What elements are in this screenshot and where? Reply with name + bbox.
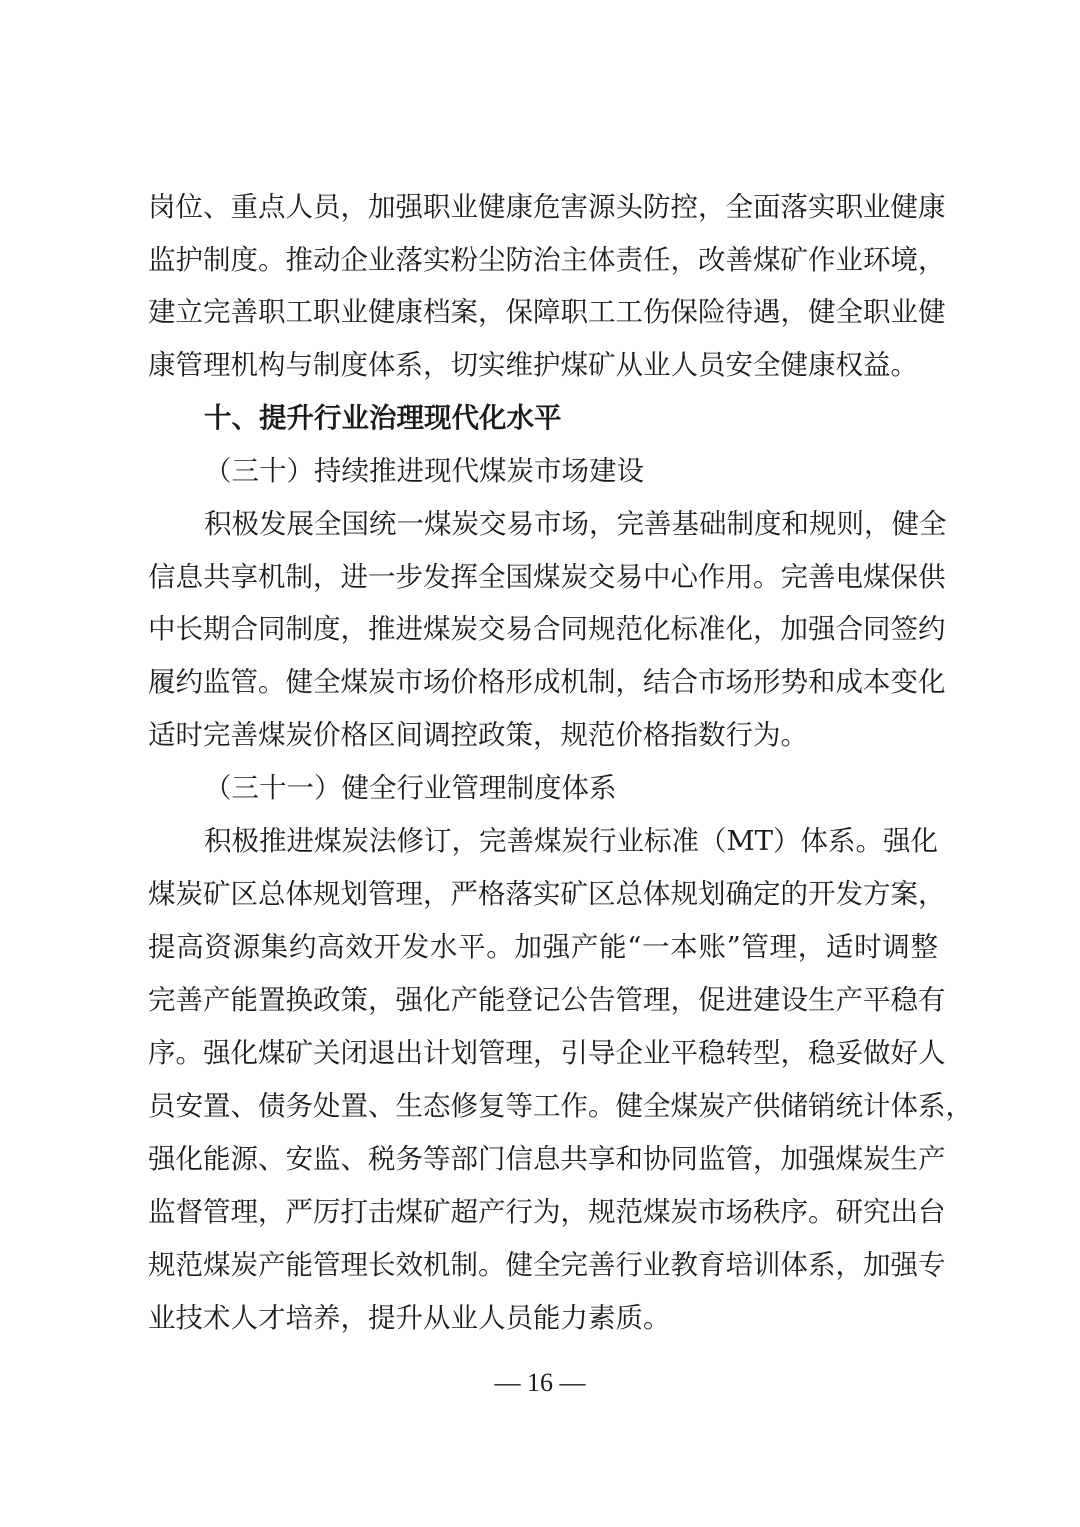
subsection-heading: （三十）持续推进现代煤炭市场建设 (204, 455, 644, 487)
paragraph-line: 监督管理，严厉打击煤矿超产行为，规范煤炭市场秩序。研究出台 (148, 1196, 946, 1228)
subsection-heading: （三十一）健全行业管理制度体系 (204, 772, 617, 804)
paragraph-line: 员安置、债务处置、生态修复等工作。健全煤炭产供储销统计体系， (148, 1090, 973, 1122)
paragraph-line: 适时完善煤炭价格区间调控政策，规范价格指数行为。 (148, 719, 808, 751)
paragraph-line: 建立完善职工职业健康档案，保障职工工伤保险待遇，健全职业健 (148, 296, 946, 328)
paragraph-line: 提高资源集约高效开发水平。加强产能“一本账”管理，适时调整 (148, 931, 938, 963)
paragraph-line: 中长期合同制度，推进煤炭交易合同规范化标准化，加强合同签约 (148, 613, 946, 645)
paragraph-line: 序。强化煤矿关闭退出计划管理，引导企业平稳转型，稳妥做好人 (148, 1037, 946, 1069)
paragraph-line: 监护制度。推动企业落实粉尘防治主体责任，改善煤矿作业环境， (148, 244, 946, 276)
paragraph-line: 信息共享机制，进一步发挥全国煤炭交易中心作用。完善电煤保供 (148, 561, 946, 593)
paragraph-line: 岗位、重点人员，加强职业健康危害源头防控，全面落实职业健康 (148, 191, 946, 223)
section-heading: 十、提升行业治理现代化水平 (204, 402, 562, 434)
paragraph-line: 康管理机构与制度体系，切实维护煤矿从业人员安全健康权益。 (148, 349, 918, 381)
paragraph-line: 煤炭矿区总体规划管理，严格落实矿区总体规划确定的开发方案， (148, 878, 946, 910)
paragraph-line: 完善产能置换政策，强化产能登记公告管理，促进建设生产平稳有 (148, 984, 946, 1016)
paragraph-line: 积极发展全国统一煤炭交易市场，完善基础制度和规则，健全 (204, 508, 947, 540)
paragraph-line: 履约监管。健全煤炭市场价格形成机制，结合市场形势和成本变化 (148, 666, 946, 698)
paragraph-line: 积极推进煤炭法修订，完善煤炭行业标准（MT）体系。强化 (204, 825, 938, 857)
paragraph-line: 强化能源、安监、税务等部门信息共享和协同监管，加强煤炭生产 (148, 1143, 946, 1175)
paragraph-line: 规范煤炭产能管理长效机制。健全完善行业教育培训体系，加强专 (148, 1249, 946, 1281)
page-number: — 16 — (494, 1368, 586, 1397)
paragraph-line: 业技术人才培养，提升从业人员能力素质。 (148, 1302, 671, 1334)
